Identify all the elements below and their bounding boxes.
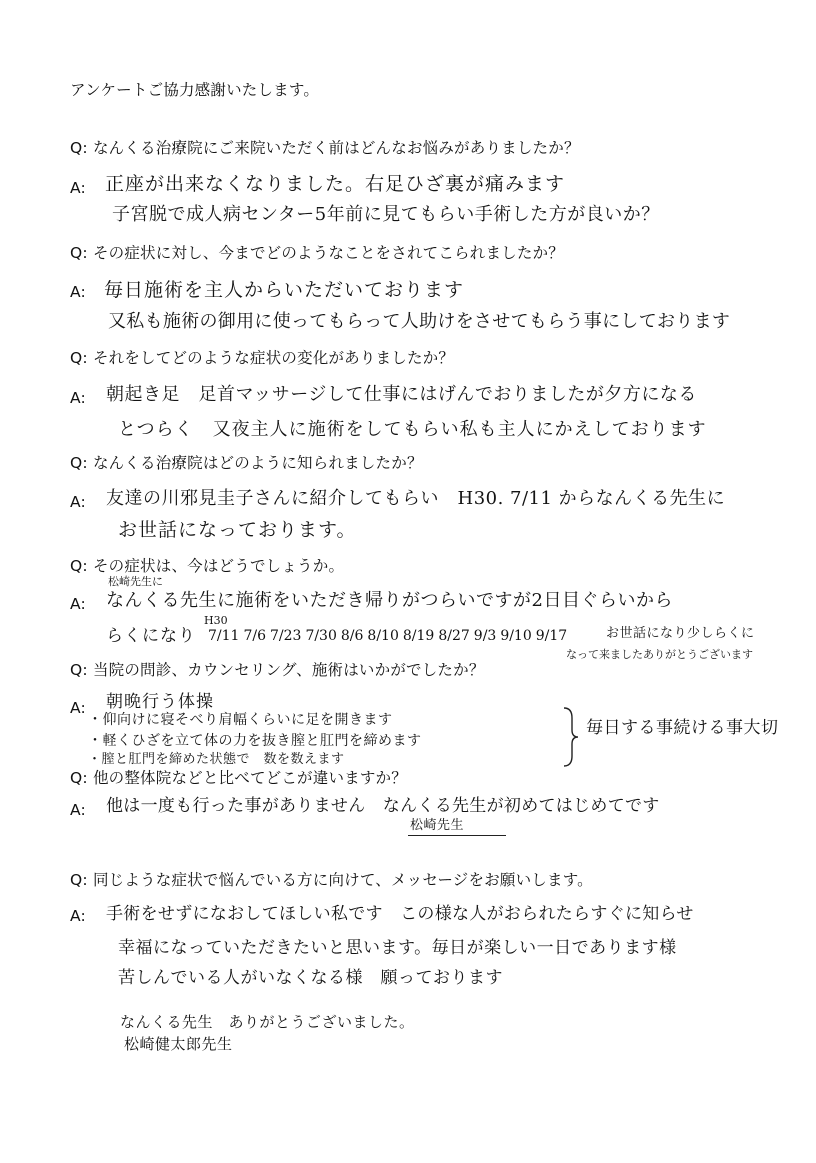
answer-2-line-1: 毎日施術を主人からいただいております — [104, 279, 465, 301]
answer-label-7: A: — [70, 801, 86, 819]
answer-5-line-1: なんくる先生に施術をいただき帰りがつらいですが2日目ぐらいから — [106, 590, 673, 611]
answer-5-tail: お世話になり少しらくに — [606, 626, 755, 641]
visit-date: 7/11 — [208, 628, 240, 644]
visit-date: 9/17 — [535, 628, 568, 644]
question-7: Q: 他の整体院などと比べてどこが違いますか？ — [70, 769, 407, 787]
answer-label-3: A: — [70, 389, 86, 407]
question-8: Q: 同じような症状で悩んでいる方に向けて、メッセージをお願いします。 — [70, 871, 593, 889]
answer-5-year: H30 — [204, 614, 228, 627]
answer-2-line-2: 又私も施術の御用に使ってもらって人助けをさせてもらう事にしております — [108, 311, 731, 332]
visit-date: 7/23 — [269, 628, 302, 644]
answer-label-5: A: — [70, 595, 86, 613]
answer-5-note: 松崎先生に — [108, 575, 163, 588]
question-4: Q: なんくる治療院はどのように知られましたか？ — [70, 454, 423, 472]
visit-date: 9/3 — [473, 628, 497, 644]
answer-label-2: A: — [70, 283, 86, 301]
answer-5-tail-2: なって来ましたありがとうございます — [566, 648, 753, 661]
answer-6-side: 毎日する事続ける事大切 — [586, 718, 779, 738]
answer-6-line-3: ・軽くひざを立て体の力を抜き膣と肛門を締めます — [88, 733, 422, 749]
visit-date: 8/27 — [438, 628, 470, 644]
answer-7-sub: 松崎先生 — [410, 818, 465, 833]
answer-8-line-2: 幸福になっていただきたいと思います。毎日が楽しい一日であります様 — [118, 938, 677, 958]
closing-signature: 松崎健太郎先生 — [124, 1035, 233, 1053]
visit-date: 8/6 — [340, 628, 364, 644]
visit-date: 8/10 — [367, 628, 399, 644]
question-5: Q: その症状は、今はどうでしょうか。 — [70, 557, 345, 575]
question-6: Q: 当院の問診、カウンセリング、施術はいかがでしたか？ — [70, 661, 485, 679]
answer-3-line-2: とつらく 又夜主人に施術をしてもらい私も主人にかえしております — [118, 419, 707, 440]
answer-label-8: A: — [70, 907, 86, 925]
answer-1-line-2: 子宮脱で成人病センター5年前に見てもらい手術した方が良いか？ — [112, 204, 660, 225]
visit-date: 7/30 — [305, 628, 337, 644]
question-1: Q: なんくる治療院にご来院いただく前はどんなお悩みがありましたか？ — [70, 139, 580, 157]
answer-1-line-1: 正座が出来なくなりました。右足ひざ裏が痛みます — [105, 173, 566, 195]
answer-7-underline — [408, 835, 506, 836]
answer-6-line-4: ・膣と肛門を締めた状態で 数を数えます — [88, 752, 345, 767]
intro-text: アンケートご協力感謝いたします。 — [70, 81, 320, 99]
answer-label-1: A: — [70, 179, 86, 197]
answer-8-line-3: 苦しんでいる人がいなくなる様 願っております — [118, 968, 503, 988]
answer-7-line-1: 他は一度も行った事がありません なんくる先生が初めてはじめてです — [106, 796, 660, 816]
question-3: Q: それをしてどのような症状の変化がありましたか？ — [70, 349, 455, 367]
visit-date: 8/19 — [402, 628, 435, 644]
visit-date: 7/6 — [243, 628, 266, 644]
answer-3-line-1: 朝起き足 足首マッサージして仕事にはげんでおりましたが夕方になる — [106, 384, 697, 405]
answer-4-line-1: 友達の川邪見圭子さんに紹介してもらい H30. 7/11 からなんくる先生に — [106, 488, 726, 509]
answer-6-line-1: 朝晩行う体操 — [106, 692, 214, 712]
closing-thanks: なんくる先生 ありがとうございました。 — [120, 1013, 415, 1031]
visit-date: 9/10 — [500, 628, 532, 644]
answer-8-line-1: 手術をせずになおしてほしい私です この様な人がおられたらすぐに知らせ — [106, 904, 694, 924]
visit-dates — [208, 628, 598, 644]
answer-6-line-2: ・仰向けに寝そべり肩幅くらいに足を開きます — [88, 712, 393, 728]
answer-label-4: A: — [70, 493, 86, 511]
answer-5-line-2: らくになり — [106, 626, 196, 646]
answer-label-6: A: — [70, 699, 86, 717]
brace-icon — [562, 706, 580, 768]
answer-4-line-2: お世話になっております。 — [118, 519, 357, 541]
question-2: Q: その症状に対し、今までどのようなことをされてこられましたか？ — [70, 244, 564, 262]
